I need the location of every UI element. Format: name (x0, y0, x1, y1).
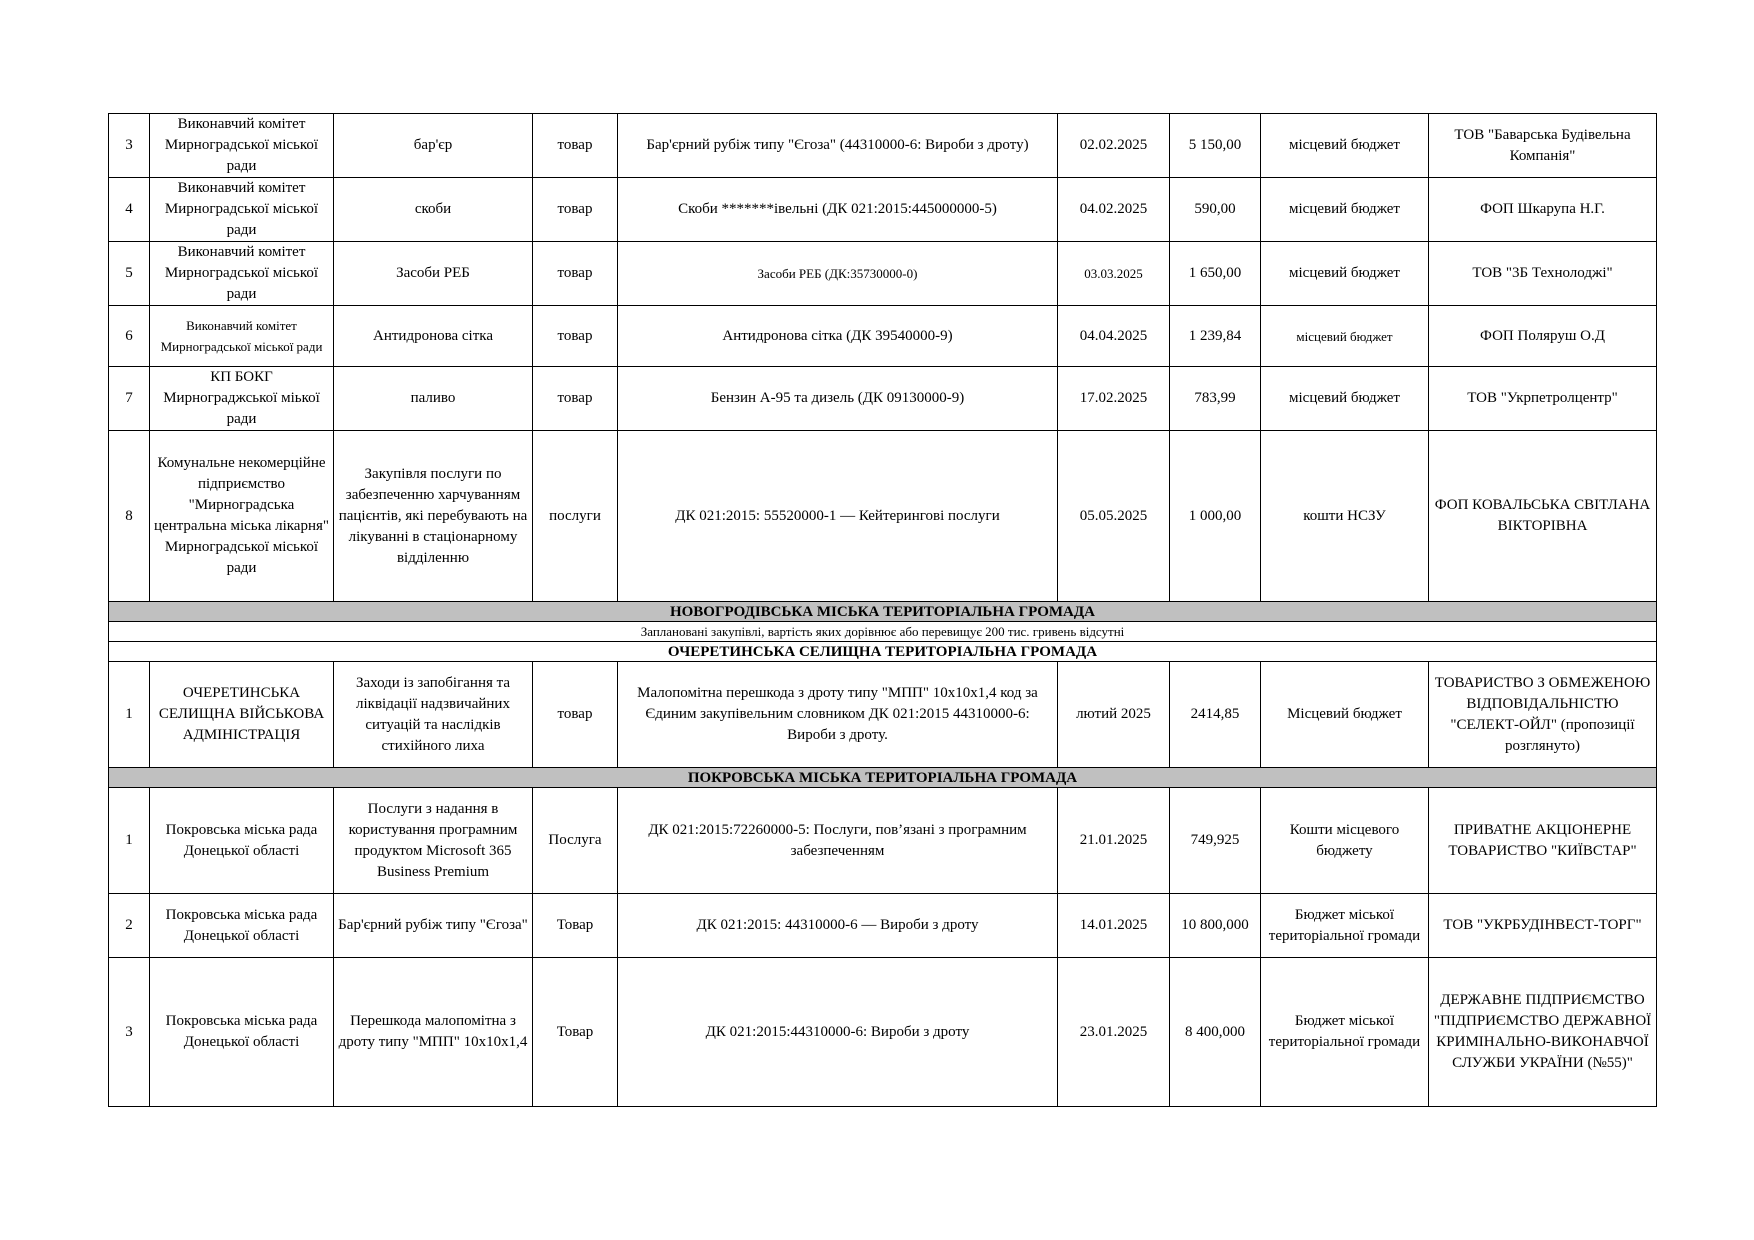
date: лютий 2025 (1058, 662, 1170, 768)
amount: 10 800,000 (1170, 894, 1261, 958)
procurement-table (108, 113, 1657, 1107)
procurement-type: товар (533, 662, 618, 768)
date: 03.03.2025 (1058, 242, 1170, 306)
supplier: ПРИВАТНЕ АКЦІОНЕРНЕ ТОВАРИСТВО "КИЇВСТАР" (1429, 788, 1657, 894)
supplier: ФОП КОВАЛЬСЬКА СВІТЛАНА ВІКТОРІВНА (1429, 431, 1657, 602)
date: 23.01.2025 (1058, 958, 1170, 1107)
supplier: ДЕРЖАВНЕ ПІДПРИЄМСТВО "ПІДПРИЄМСТВО ДЕРЖАВНОЇ КРИМІНАЛЬНО-ВИКОНАВЧОЇ СЛУЖБИ УКРАЇНИ (№55)" (1429, 958, 1657, 1107)
description: ДК 021:2015: 44310000-6 — Вироби з дроту (618, 894, 1058, 958)
procurement-type: Товар (533, 894, 618, 958)
row-number: 2 (109, 894, 150, 958)
section-note-novohrodivka: Заплановані закупівлі, вартість яких дорівнює або перевищує 200 тис. гривень відсутні (109, 622, 1657, 642)
description: ДК 021:2015:44310000-6: Вироби з дроту (618, 958, 1058, 1107)
table-row (109, 788, 1657, 894)
table-row (109, 242, 1657, 306)
organization: Покровська міська рада Донецької області (150, 958, 334, 1107)
funding-source: Кошти місцевого бюджету (1261, 788, 1429, 894)
table-row (109, 894, 1657, 958)
subject: Заходи із запобігання та ліквідації надзвичайних ситуацій та наслідків стихійного лиха (334, 662, 533, 768)
funding-source: Бюджет міської територіальної громади (1261, 958, 1429, 1107)
organization: ОЧЕРЕТИНСЬКА СЕЛИЩНА ВІЙСЬКОВА АДМІНІСТРАЦІЯ (150, 662, 334, 768)
procurement-type: Послуга (533, 788, 618, 894)
row-number: 6 (109, 306, 150, 367)
funding-source: місцевий бюджет (1261, 178, 1429, 242)
subject: Послуги з надання в користування програмним продуктом Microsoft 365 Business Premium (334, 788, 533, 894)
subject: Антидронова сітка (334, 306, 533, 367)
procurement-type: товар (533, 367, 618, 431)
procurement-type: послуги (533, 431, 618, 602)
subject: Засоби РЕБ (334, 242, 533, 306)
section-header (109, 642, 1657, 662)
supplier: ТОВ "Укрпетролцентр" (1429, 367, 1657, 431)
table-row (109, 958, 1657, 1107)
section-note-row (109, 622, 1657, 642)
organization: Виконавчий комітет Мирноградської міської ради (150, 242, 334, 306)
amount: 1 239,84 (1170, 306, 1261, 367)
subject: скоби (334, 178, 533, 242)
description: ДК 021:2015: 55520000-1 — Кейтерингові послуги (618, 431, 1058, 602)
row-number: 8 (109, 431, 150, 602)
organization: Виконавчий комітет Мирноградської міської ради (150, 178, 334, 242)
section-title-ocheretyne: ОЧЕРЕТИНСЬКА СЕЛИЩНА ТЕРИТОРІАЛЬНА ГРОМАДА (109, 642, 1657, 662)
description: Антидронова сітка (ДК 39540000-9) (618, 306, 1058, 367)
row-number: 1 (109, 788, 150, 894)
procurement-type: Товар (533, 958, 618, 1107)
funding-source: місцевий бюджет (1261, 306, 1429, 367)
funding-source: місцевий бюджет (1261, 114, 1429, 178)
supplier: ФОП Шкарупа Н.Г. (1429, 178, 1657, 242)
organization: КП БОКГ Мирнограджської міької ради (150, 367, 334, 431)
description: Бензин А-95 та дизель (ДК 09130000-9) (618, 367, 1058, 431)
funding-source: місцевий бюджет (1261, 242, 1429, 306)
organization: Комунальне некомерційне підприємство "Мирноградська центральна міська лікарня" Мирноградської міської ради (150, 431, 334, 602)
organization: Покровська міська рада Донецької області (150, 894, 334, 958)
row-number: 3 (109, 114, 150, 178)
table-row (109, 367, 1657, 431)
row-number: 5 (109, 242, 150, 306)
date: 14.01.2025 (1058, 894, 1170, 958)
funding-source: Бюджет міської територіальної громади (1261, 894, 1429, 958)
section-header (109, 768, 1657, 788)
amount: 2414,85 (1170, 662, 1261, 768)
description: Засоби РЕБ (ДК:35730000-0) (618, 242, 1058, 306)
supplier: ТОВ "УКРБУДІНВЕСТ-ТОРГ" (1429, 894, 1657, 958)
organization: Виконавчий комітет Мирноградської міської ради (150, 114, 334, 178)
procurement-type: товар (533, 178, 618, 242)
funding-source: місцевий бюджет (1261, 367, 1429, 431)
section-title-novohrodivka: НОВОГРОДІВСЬКА МІСЬКА ТЕРИТОРІАЛЬНА ГРОМАДА (109, 602, 1657, 622)
date: 05.05.2025 (1058, 431, 1170, 602)
funding-source: кошти НСЗУ (1261, 431, 1429, 602)
table-row (109, 662, 1657, 768)
procurement-type: товар (533, 306, 618, 367)
subject: Бар'єрний рубіж типу "Єгоза" (334, 894, 533, 958)
table-row (109, 431, 1657, 602)
amount: 5 150,00 (1170, 114, 1261, 178)
funding-source: Місцевий бюджет (1261, 662, 1429, 768)
amount: 749,925 (1170, 788, 1261, 894)
subject: бар'єр (334, 114, 533, 178)
row-number: 1 (109, 662, 150, 768)
amount: 1 000,00 (1170, 431, 1261, 602)
supplier: ТОВАРИСТВО З ОБМЕЖЕНОЮ ВІДПОВІДАЛЬНІСТЮ "СЕЛЕКТ-ОЙЛ" (пропозиції розглянуто) (1429, 662, 1657, 768)
table-row (109, 114, 1657, 178)
table-row (109, 306, 1657, 367)
subject: паливо (334, 367, 533, 431)
amount: 783,99 (1170, 367, 1261, 431)
amount: 1 650,00 (1170, 242, 1261, 306)
supplier: ТОВ "3Б Технолоджі" (1429, 242, 1657, 306)
subject: Перешкода малопомітна з дроту типу "МПП" 10х10х1,4 (334, 958, 533, 1107)
row-number: 3 (109, 958, 150, 1107)
section-title-pokrovsk: ПОКРОВСЬКА МІСЬКА ТЕРИТОРІАЛЬНА ГРОМАДА (109, 768, 1657, 788)
description: Бар'єрний рубіж типу "Єгоза" (44310000-6: Вироби з дроту) (618, 114, 1058, 178)
date: 04.04.2025 (1058, 306, 1170, 367)
date: 17.02.2025 (1058, 367, 1170, 431)
subject: Закупівля послуги по забезпеченню харчуванням пацієнтів, які перебувають на лікуванні в стаціонарному відділенню (334, 431, 533, 602)
description: ДК 021:2015:72260000-5: Послуги, пов’язані з програмним забезпеченням (618, 788, 1058, 894)
date: 21.01.2025 (1058, 788, 1170, 894)
section-header (109, 602, 1657, 622)
supplier: ФОП Поляруш О.Д (1429, 306, 1657, 367)
row-number: 7 (109, 367, 150, 431)
date: 04.02.2025 (1058, 178, 1170, 242)
date: 02.02.2025 (1058, 114, 1170, 178)
procurement-type: товар (533, 242, 618, 306)
table-row (109, 178, 1657, 242)
amount: 590,00 (1170, 178, 1261, 242)
amount: 8 400,000 (1170, 958, 1261, 1107)
description: Малопомітна перешкода з дроту типу "МПП" 10х10х1,4 код за Єдиним закупівельним словником ДК 021:2015 44310000-6: Вироби з дроту. (618, 662, 1058, 768)
row-number: 4 (109, 178, 150, 242)
organization: Покровська міська рада Донецької області (150, 788, 334, 894)
procurement-type: товар (533, 114, 618, 178)
supplier: ТОВ "Баварська Будівельна Компанія" (1429, 114, 1657, 178)
organization: Виконавчий комітет Мирноградської міської ради (150, 306, 334, 367)
description: Скоби *******івельні (ДК 021:2015:445000000-5) (618, 178, 1058, 242)
